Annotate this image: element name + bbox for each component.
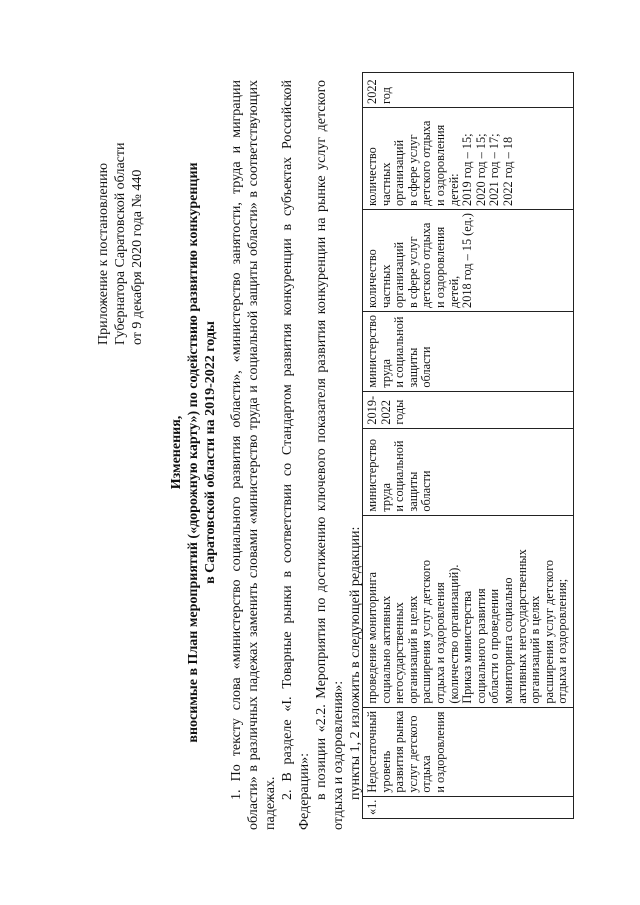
cell-baseline <box>363 209 574 311</box>
title-line: в Саратовской области на 2019-2022 годы <box>203 321 218 584</box>
cell-line: организаций в целях <box>528 595 543 704</box>
cell-line: Недостаточный <box>365 710 379 793</box>
cell-line: мониторинга социально <box>500 577 515 704</box>
cell-responsible <box>363 311 574 391</box>
paragraph: в позиции «2.2. Мероприятия по достижению ключевого показателя развития конкуренции на рынке услуг детского отдыха и оздоровления»: <box>314 80 346 830</box>
cell-line: услуг детского <box>405 715 420 793</box>
appendix-line: Приложение к постановлению <box>96 162 111 345</box>
appendix-line: от 9 декабря 2020 года № 440 <box>130 169 145 345</box>
cell-line: количество <box>365 249 379 308</box>
cell-line: и оздоровления <box>432 124 447 206</box>
title-line: вносимые в План мероприятий («дорожную карту») по содействию развитию конкуренции <box>186 162 201 743</box>
cell-line: 2018 год – 15 (ед.) <box>460 213 475 308</box>
cell-line: годы <box>392 399 407 425</box>
cell-line: Приказ министерства <box>460 590 475 704</box>
cell-line: 2019- <box>365 395 379 425</box>
table-row <box>363 72 574 818</box>
cell-line: год <box>378 87 393 104</box>
cell-line: в сфере услуг <box>405 236 420 308</box>
cell-line: защиты <box>405 347 420 388</box>
cell-line: частных <box>378 162 393 206</box>
cell-line: детей: <box>446 173 461 206</box>
cell-executor <box>363 428 574 515</box>
cell-line: труда <box>378 359 393 388</box>
paragraph: пункты 1, 2 изложить в следующей редакции: <box>348 526 363 800</box>
cell-line: (количество организаций). <box>446 564 461 704</box>
cell-line: области <box>419 470 434 512</box>
appendix-line: Губернатора Саратовской области <box>113 142 128 345</box>
cell-line: расширения услуг детского <box>419 559 434 704</box>
appendix-note <box>95 85 146 345</box>
cell-measure <box>363 515 574 707</box>
cell-line: защиты <box>405 471 420 512</box>
title-line: Изменения, <box>169 415 184 490</box>
cell-line: министерство <box>365 314 379 388</box>
cell-term <box>363 391 574 428</box>
cell-line: социального развития <box>473 588 488 704</box>
cell-line: частных <box>378 264 393 308</box>
cell-line: детей, <box>446 275 461 308</box>
cell-line: детского отдыха <box>419 120 434 206</box>
paragraph: 2. В разделе «I. Товарные рынки в соответствии со Стандартом развития конкуренции в субъектах Российской Федерации»: <box>280 80 312 830</box>
cell-line: отдыха и оздоровления; <box>555 578 570 704</box>
cell-line: области о проведении <box>487 588 502 704</box>
cell-number <box>363 796 574 818</box>
cell-line: организаций <box>392 241 407 308</box>
cell-line: негосударственных <box>392 602 407 704</box>
cell-line: уровень <box>378 750 393 793</box>
document-body <box>228 80 364 830</box>
cell-line: и социальной <box>392 440 407 512</box>
document-title <box>168 80 219 825</box>
cell-line: 2021 год – 17; <box>487 133 502 206</box>
cell-line: 2022 <box>378 400 393 425</box>
cell-line: активных негосударственных <box>514 549 529 704</box>
cell-text: «1. <box>365 799 379 815</box>
cell-line: 2022 <box>365 79 379 104</box>
cell-line: 2020 год – 15; <box>473 133 488 206</box>
cell-line: области <box>419 346 434 388</box>
cell-line: отдыха и оздоровления <box>432 582 447 704</box>
cell-line: детского отдыха <box>419 222 434 308</box>
measures-table <box>362 72 574 819</box>
cell-line: организаций в целях <box>405 595 420 704</box>
cell-line: и оздоровления <box>432 226 447 308</box>
cell-line: министерство <box>365 438 379 512</box>
cell-line: проведение мониторинга <box>365 572 379 704</box>
cell-line: и социальной <box>392 316 407 388</box>
cell-line: количество <box>365 147 379 206</box>
cell-line: 2019 год – 15; <box>460 133 475 206</box>
cell-line: труда <box>378 483 393 512</box>
cell-line: развития рынка <box>392 710 407 793</box>
cell-year <box>363 72 574 107</box>
cell-line: и оздоровления <box>432 711 447 793</box>
paragraph: 1. По тексту слова «министерство социального развития области», «министерство занятости, труда и миграции области» в различных падежах заменить словами «министерство труда и социальной защиты области» в соответствующих падежах. <box>229 80 278 830</box>
cell-target <box>363 107 574 209</box>
cell-problem <box>363 707 574 796</box>
cell-line: расширения услуг детского <box>541 559 556 704</box>
cell-line: организаций <box>392 139 407 206</box>
cell-line: отдыха <box>419 755 434 793</box>
cell-line: социально активных <box>378 595 393 704</box>
cell-line: в сфере услуг <box>405 134 420 206</box>
cell-line: 2022 год – 18 <box>500 136 515 206</box>
